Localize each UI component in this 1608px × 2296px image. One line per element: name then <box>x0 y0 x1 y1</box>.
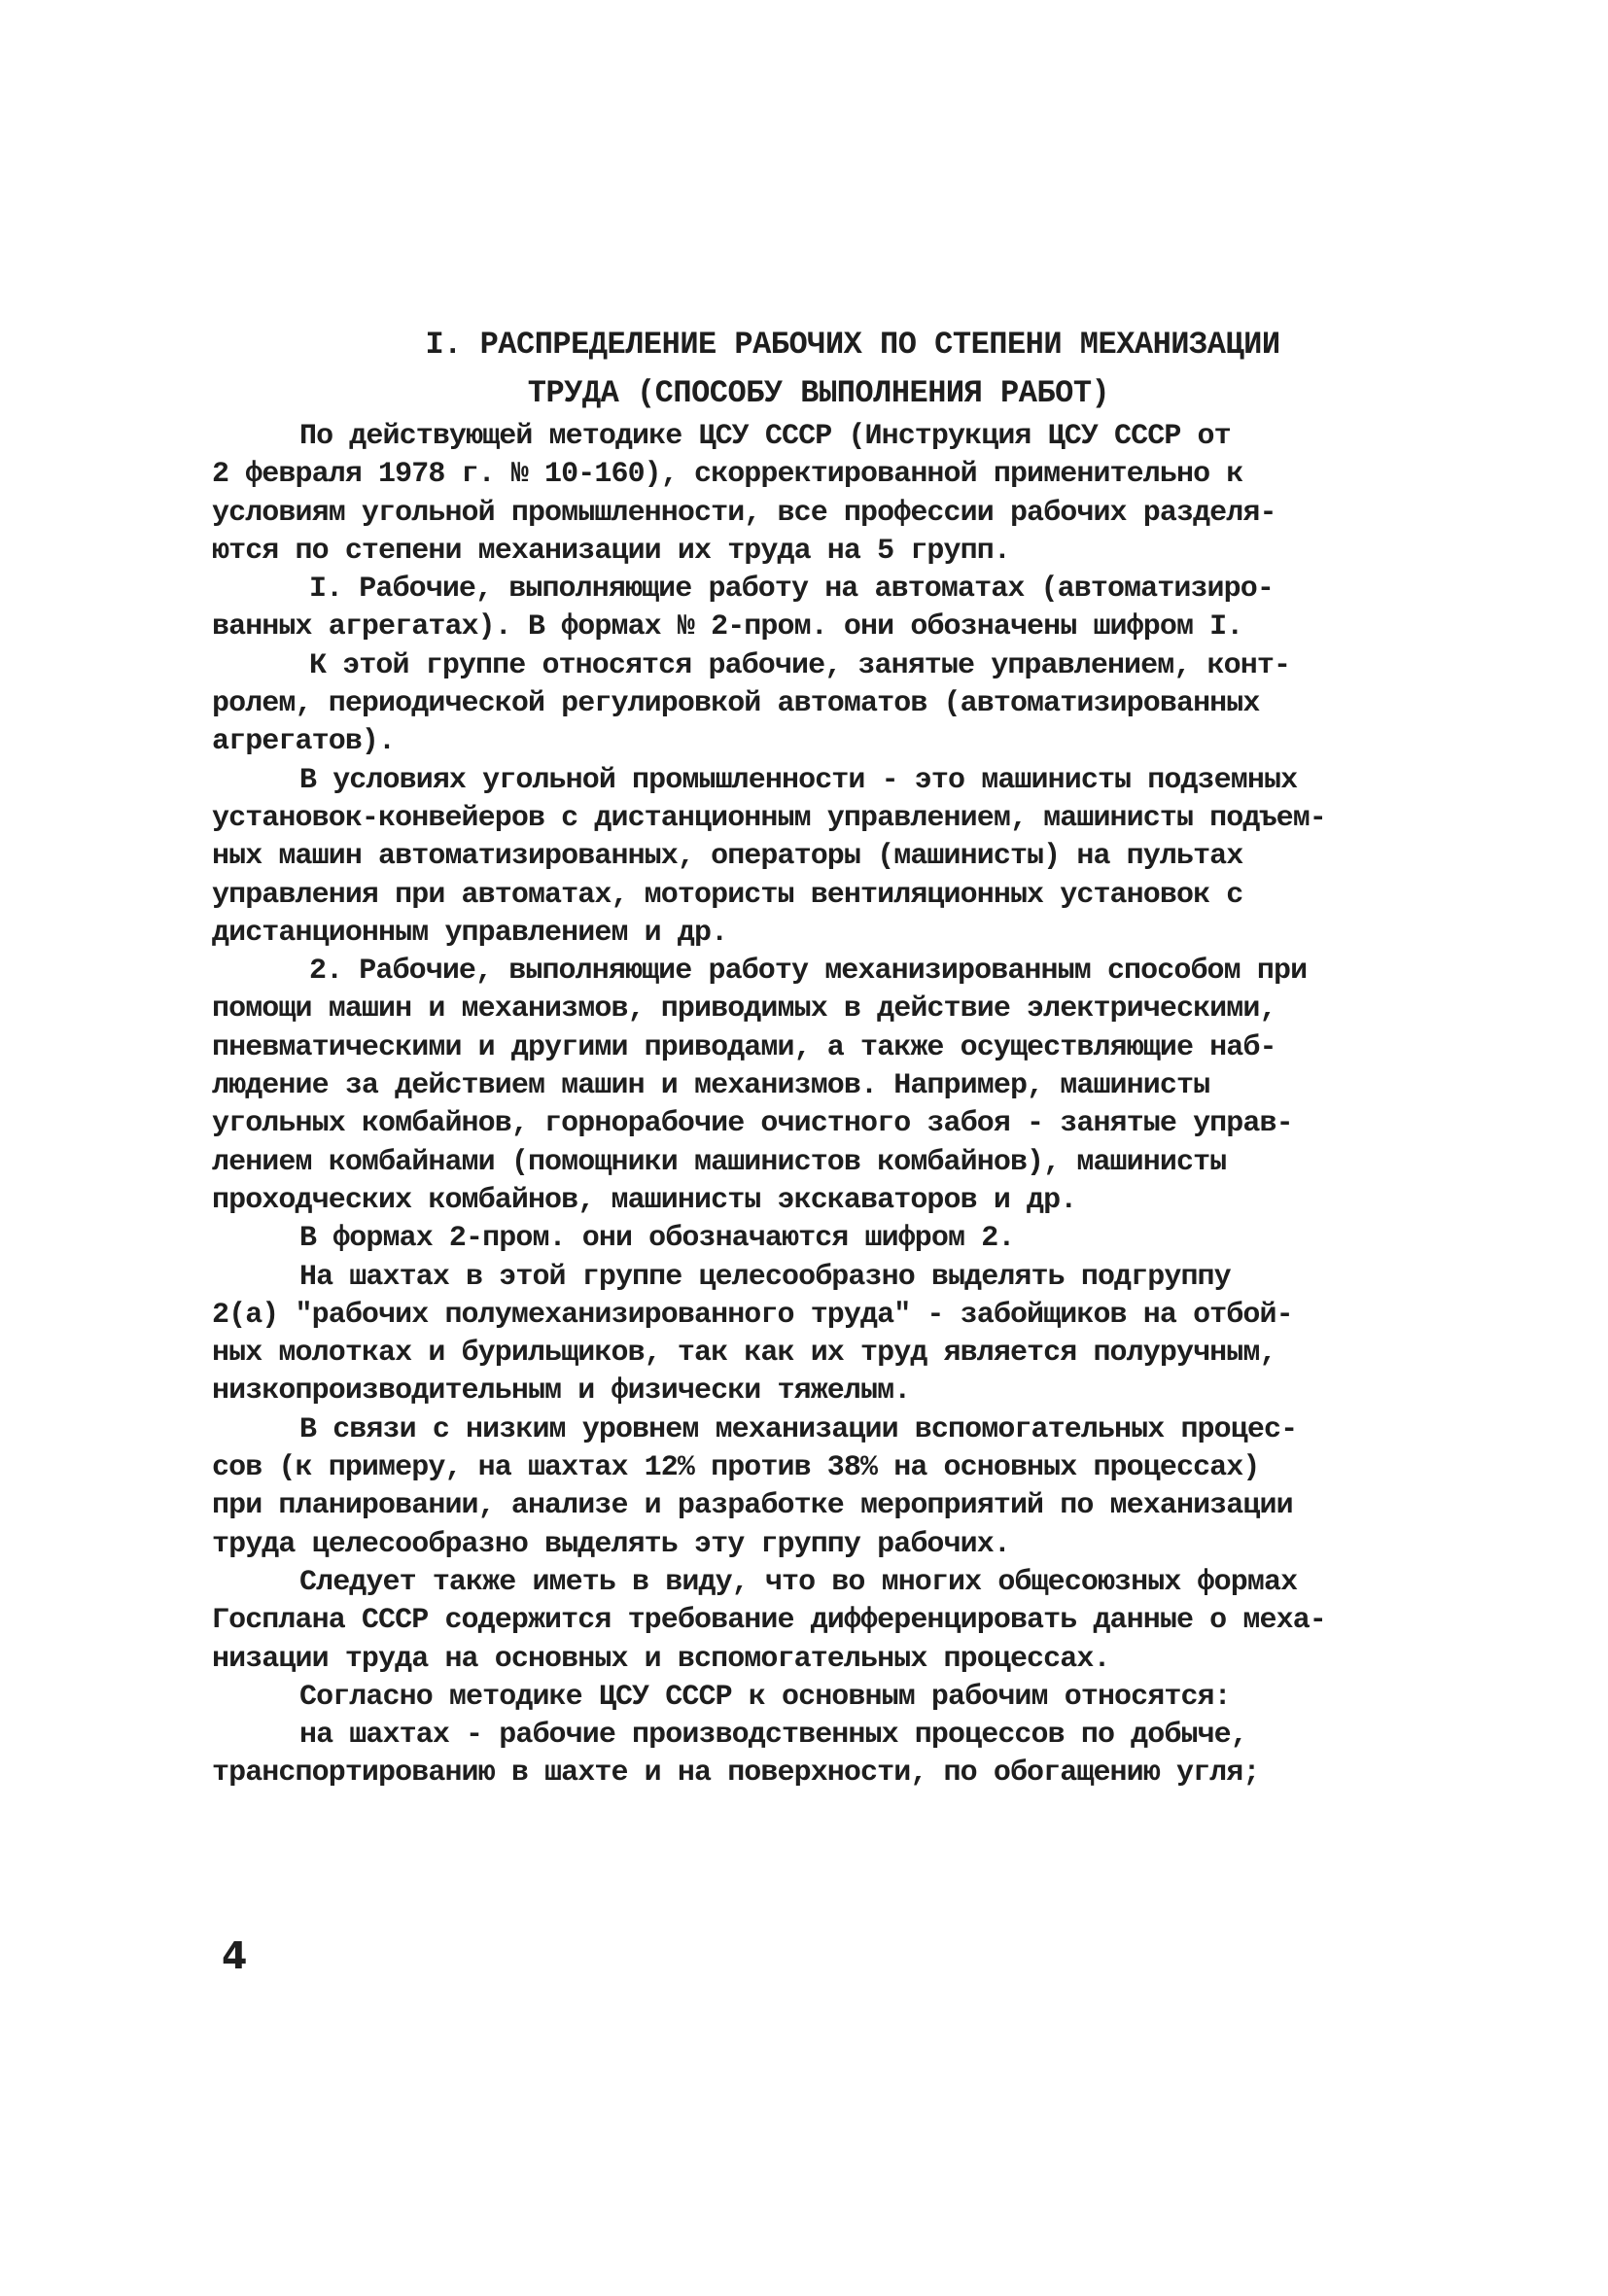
text-line: ются по степени механизации их труда на 5 групп. <box>212 534 1010 568</box>
text-line: ванных агрегатах). В формах № 2-пром. они обозначены шифром I. <box>212 610 1243 644</box>
text-line: управления при автоматах, мотористы вентиляционных установок с <box>212 878 1243 912</box>
text-line: ролем, периодической регулировкой автоматов (автоматизированных <box>212 687 1260 721</box>
text-line: Следует также иметь в виду, что во многих общесоюзных формах <box>299 1565 1298 1599</box>
text-line: труда целесообразно выделять эту группу рабочих. <box>212 1527 1010 1561</box>
text-line: На шахтах в этой группе целесообразно выделять подгруппу <box>299 1260 1231 1294</box>
text-line: помощи машин и механизмов, приводимых в действие электрическими, <box>212 992 1276 1026</box>
text-line: ных машин автоматизированных, операторы (машинисты) на пультах <box>212 840 1243 874</box>
text-line: дистанционным управлением и др. <box>212 916 728 950</box>
text-line: угольных комбайнов, горнорабочие очистного забоя - занятые управ- <box>212 1107 1293 1141</box>
text-line: По действующей методике ЦСУ СССР (Инструкция ЦСУ СССР от <box>299 420 1231 453</box>
text-line: 2 февраля 1978 г. № 10-160), скорректированной применительно к <box>212 458 1243 492</box>
text-line: Госплана СССР содержится требование дифференцировать данные о меха- <box>212 1604 1326 1638</box>
text-line: пневматическими и другими приводами, а также осуществляющие наб- <box>212 1030 1276 1064</box>
text-line: установок-конвейеров с дистанционным управлением, машинисты подъем- <box>212 801 1326 835</box>
heading-line-2: ТРУДА (СПОСОБУ ВЫПОЛНЕНИЯ РАБОТ) <box>527 375 1110 411</box>
text-line: низкопроизводительным и физически тяжелым. <box>212 1374 911 1409</box>
text-line: В формах 2-пром. они обозначаются шифром 2. <box>299 1222 1015 1256</box>
section-heading <box>0 321 1608 418</box>
heading-line-1: I. РАСПРЕДЕЛЕНИЕ РАБОЧИХ ПО СТЕПЕНИ МЕХАНИЗАЦИИ <box>425 327 1280 363</box>
text-line: I. Рабочие, выполняющие работу на автоматах (автоматизиро- <box>309 573 1274 607</box>
text-line: лением комбайнами (помощники машинистов комбайнов), машинисты <box>212 1145 1227 1179</box>
text-line: людение за действием машин и механизмов. Например, машинисты <box>212 1069 1210 1103</box>
text-line: 2(а) "рабочих полумеханизированного труда" - забойщиков на отбой- <box>212 1298 1293 1332</box>
text-line: агрегатов). <box>212 725 396 759</box>
text-line: низации труда на основных и вспомогательных процессах. <box>212 1642 1110 1676</box>
page-number: 4 <box>222 1934 248 1977</box>
text-line: при планировании, анализе и разработке мероприятий по механизации <box>212 1489 1293 1523</box>
text-line: сов (к примеру, на шахтах 12% против 38% на основных процессах) <box>212 1451 1260 1485</box>
text-line: условиям угольной промышленности, все профессии рабочих разделя- <box>212 496 1276 530</box>
text-line: проходческих комбайнов, машинисты экскаваторов и др. <box>212 1183 1077 1217</box>
body-text <box>212 418 1326 1793</box>
text-line: Согласно методике ЦСУ СССР к основным рабочим относятся: <box>299 1680 1231 1714</box>
text-line: ных молотках и бурильщиков, так как их труд является полуручным, <box>212 1337 1276 1371</box>
text-line: 2. Рабочие, выполняющие работу механизированным способом при <box>309 955 1308 989</box>
text-line: В связи с низким уровнем механизации вспомогательных процес- <box>299 1412 1298 1446</box>
text-line: В условиях угольной промышленности - это машинисты подземных <box>299 763 1298 797</box>
text-line: транспортированию в шахте и на поверхности, по обогащению угля; <box>212 1757 1260 1791</box>
text-line: К этой группе относятся рабочие, занятые управлением, конт- <box>309 648 1291 682</box>
text-line: на шахтах - рабочие производственных процессов по добыче, <box>299 1719 1247 1753</box>
